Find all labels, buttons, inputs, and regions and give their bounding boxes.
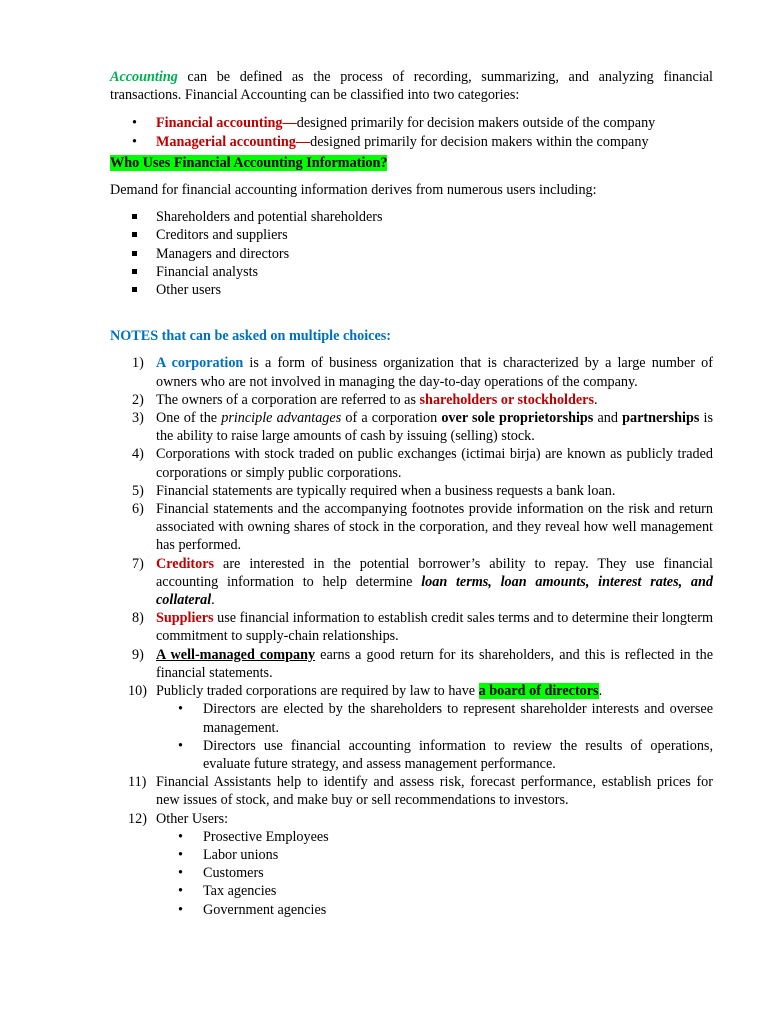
note-item: 11) Financial Assistants help to identify and assess risk, forecast performance, establish prices for new issues of stock, and make buy or sell recommendations to investors. <box>128 774 713 809</box>
sub-list-item: • Customers <box>178 865 264 882</box>
intro-text: can be defined as the process of recording, summarizing, and analyzing financial transactions. Financial Accounting can be classified into two categories: <box>110 69 713 104</box>
demand-paragraph: Demand for financial accounting information derives from numerous users including: <box>110 182 597 199</box>
bullet-icon: • <box>178 737 183 754</box>
note-item: 6) Financial statements and the accompanying footnotes provide information on the risk and return associated with owning shares of stock in the corporation, and they reveal how well management has performed. <box>132 501 713 554</box>
bullet-icon: • <box>178 701 183 718</box>
bullet-icon: • <box>178 846 183 863</box>
sub-list-item: • Directors are elected by the shareholders to represent shareholder interests and oversee management. <box>178 701 713 736</box>
other-users-sublist <box>156 828 713 919</box>
square-bullet-icon <box>132 232 137 237</box>
bullet-icon: • <box>132 133 137 150</box>
bullet-icon: • <box>178 901 183 918</box>
sub-list-item: • Prosective Employees <box>178 828 329 845</box>
bullet-icon: • <box>178 865 183 882</box>
note-item: 8) Suppliers use financial information to establish credit sales terms and to determine their longterm commitment to supply-chain relationships. <box>132 610 713 645</box>
list-item: Managers and directors <box>110 245 713 263</box>
list-item: Shareholders and potential shareholders <box>110 208 713 226</box>
sub-list-item: • Tax agencies <box>178 883 277 900</box>
accounting-term: Accounting <box>110 69 178 85</box>
note-item: 2) The owners of a corporation are referred to as shareholders or stockholders. <box>132 391 598 408</box>
bullet-icon: • <box>132 115 137 132</box>
note-item: 4) Corporations with stock traded on public exchanges (ictimai birja) are known as publicly traded corporations or simply public corporations. <box>132 446 713 481</box>
sub-list-item: • Government agencies <box>178 901 327 918</box>
square-bullet-icon <box>132 287 137 292</box>
square-bullet-icon <box>132 214 137 219</box>
intro-paragraph <box>110 68 713 104</box>
note-item: 3) One of the principle advantages of a corporation over sole proprietorships and partnerships is the ability to raise large amounts of cash by issuing (selling) stock. <box>132 410 713 445</box>
list-item: Other users <box>110 281 713 299</box>
square-bullet-icon <box>132 269 137 274</box>
note-item: 10) Publicly traded corporations are required by law to have a board of directors. • Directors are elected by the shareholders to represent shareholder interests and oversee management. • Directors use financial accounting information to review the results of operations, evaluate future strategy, and assess management performance. <box>128 683 713 772</box>
list-item: Creditors and suppliers <box>110 226 713 244</box>
note-item: 5) Financial statements are typically required when a business requests a bank loan. <box>132 482 616 499</box>
sub-list-item: • Labor unions <box>178 846 279 863</box>
bullet-icon: • <box>178 883 183 900</box>
board-sublist <box>156 700 713 773</box>
square-bullet-icon <box>132 251 137 256</box>
sub-list-item: • Directors use financial accounting information to review the results of operations, evaluate future strategy, and assess management performance. <box>178 737 713 772</box>
note-item: 1) A corporation is a form of business organization that is characterized by a large number of owners who are not involved in managing the day-to-day operations of the company. <box>132 355 713 390</box>
bullet-icon: • <box>178 828 183 845</box>
category-list <box>110 114 713 150</box>
section-heading-users: Who Uses Financial Accounting Information? <box>110 154 388 171</box>
notes-list <box>110 354 713 918</box>
note-item: 7) Creditors are interested in the potential borrower’s ability to repay. They use financial accounting information to help determine loan terms, loan amounts, interest rates, and collateral. <box>132 555 713 609</box>
section-heading-notes: NOTES that can be asked on multiple choices: <box>110 328 392 345</box>
note-item: 9) A well-managed company earns a good return for its shareholders, and this is reflected in the financial statements. <box>132 646 713 681</box>
list-item: • Financial accounting—designed primarily for decision makers outside of the company <box>132 115 656 132</box>
document-body <box>110 68 713 919</box>
list-item: • Managerial accounting—designed primarily for decision makers within the company <box>132 133 649 150</box>
list-item: Financial analysts <box>110 263 713 281</box>
note-item: 12) Other Users: • Prosective Employees • Labor unions • Customers • Tax agencies • Government agencies <box>110 810 713 919</box>
users-list <box>110 208 713 299</box>
